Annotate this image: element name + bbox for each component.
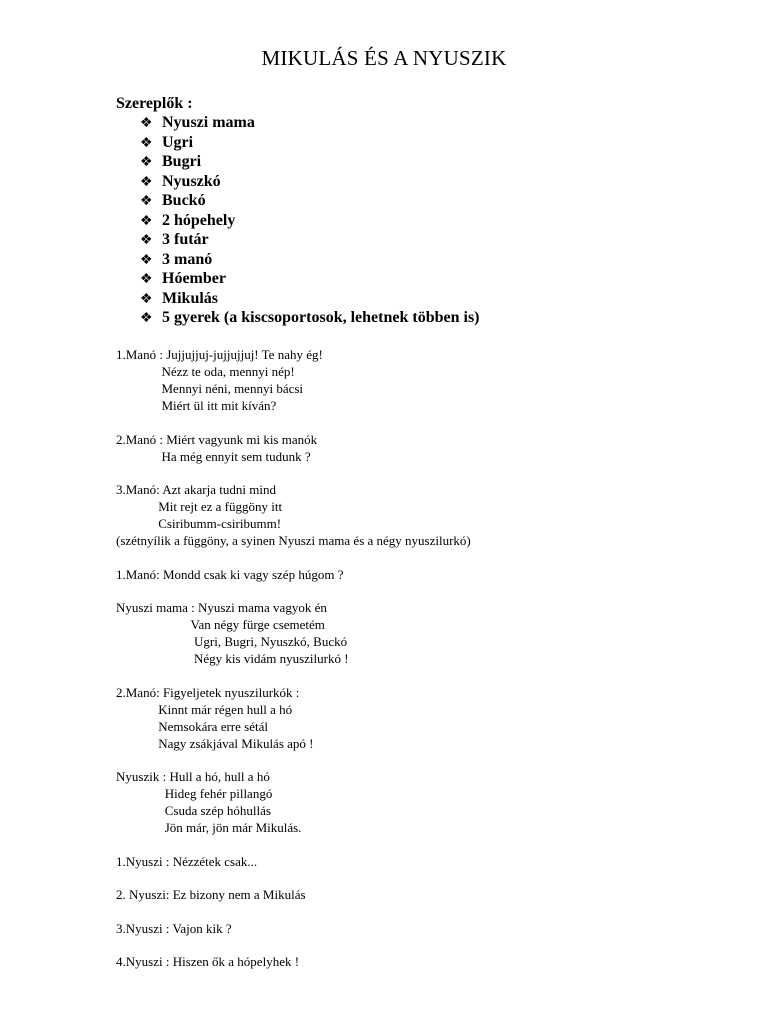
script-spacer bbox=[116, 937, 471, 954]
cast-item-label: Nyuszkó bbox=[162, 172, 221, 190]
script-line: Hideg fehér pillangó bbox=[116, 786, 273, 801]
script-line: 3.Manó: Azt akarja tudni mind bbox=[116, 482, 276, 497]
script-line: Miért ül itt mit kíván? bbox=[116, 398, 277, 413]
script-spacer bbox=[116, 549, 471, 566]
script-line: 3.Nyuszi : Vajon kik ? bbox=[116, 920, 232, 936]
diamond-bullet-icon: ❖ bbox=[140, 174, 153, 190]
script-line: Nemsokára erre sétál bbox=[116, 718, 268, 734]
diamond-bullet-icon: ❖ bbox=[140, 291, 153, 307]
cast-item bbox=[140, 308, 480, 328]
cast-heading: Szereplők : bbox=[116, 95, 193, 112]
script-line: Csiribumm-csiribumm! bbox=[116, 516, 282, 531]
script-spacer bbox=[116, 583, 471, 600]
script-line: 1.Manó : Jujjujjuj-jujjujjuj! Te nahy ég! bbox=[116, 347, 323, 362]
script-spacer bbox=[116, 414, 471, 431]
cast-item-label: Nyuszi mama bbox=[162, 114, 255, 131]
script-line: Ugri, Bugri, Nyuszkó, Buckó bbox=[116, 634, 348, 649]
cast-item bbox=[140, 289, 480, 309]
cast-item-label: Buckó bbox=[162, 192, 206, 209]
script-line: 1.Manó: Mondd csak ki vagy szép húgom ? bbox=[116, 566, 344, 582]
cast-item bbox=[140, 191, 480, 211]
cast-item-label: Mikulás bbox=[162, 289, 219, 307]
script-line: Ha még ennyit sem tudunk ? bbox=[116, 448, 311, 464]
cast-item bbox=[140, 133, 480, 153]
script-line: Csuda szép hóhullás bbox=[116, 803, 271, 818]
script-line: Van négy fürge csemetém bbox=[116, 617, 325, 632]
script-line: 2.Manó: Figyeljetek nyuszilurkók : bbox=[116, 684, 300, 700]
cast-item-label: Bugri bbox=[162, 153, 202, 170]
script-line: Nyuszi mama : Nyuszi mama vagyok én bbox=[116, 600, 327, 615]
cast-item bbox=[140, 230, 480, 250]
script-line: Nagy zsákjával Mikulás apó ! bbox=[116, 735, 314, 751]
script-body bbox=[116, 346, 471, 970]
script-line: 4.Nyuszi : Hiszen ők a hópelyhek ! bbox=[116, 954, 300, 969]
cast-item bbox=[140, 113, 480, 133]
cast-item bbox=[140, 172, 480, 192]
diamond-bullet-icon: ❖ bbox=[140, 194, 153, 209]
script-line: 2. Nyuszi: Ez bizony nem a Mikulás bbox=[116, 887, 306, 902]
cast-item-label: 5 gyerek (a kiscsoportosok, lehetnek többen is) bbox=[162, 309, 480, 326]
diamond-bullet-icon: ❖ bbox=[140, 252, 153, 268]
script-line: Nyuszik : Hull a hó, hull a hó bbox=[116, 769, 270, 784]
script-line: 2.Manó : Miért vagyunk mi kis manók bbox=[116, 431, 318, 447]
script-spacer bbox=[116, 667, 471, 684]
script-spacer bbox=[116, 836, 471, 853]
diamond-bullet-icon: ❖ bbox=[140, 311, 153, 326]
cast-item-label: Hóember bbox=[162, 270, 226, 287]
diamond-bullet-icon: ❖ bbox=[140, 155, 153, 170]
script-spacer bbox=[116, 903, 471, 920]
script-line: (szétnyílik a függöny, a syinen Nyuszi mama és a négy nyuszilurkó) bbox=[116, 533, 471, 548]
script-line: 1.Nyuszi : Nézzétek csak... bbox=[116, 853, 258, 869]
script-line: Jön már, jön már Mikulás. bbox=[116, 820, 302, 835]
script-spacer bbox=[116, 870, 471, 887]
script-line: Négy kis vidám nyuszilurkó ! bbox=[116, 651, 349, 666]
script-line: Nézz te oda, mennyi nép! bbox=[116, 364, 295, 379]
cast-item bbox=[140, 250, 480, 270]
script-line: Mennyi néni, mennyi bácsi bbox=[116, 381, 304, 396]
diamond-bullet-icon: ❖ bbox=[140, 135, 153, 151]
cast-item bbox=[140, 152, 480, 172]
diamond-bullet-icon: ❖ bbox=[140, 272, 153, 287]
cast-list bbox=[140, 113, 480, 328]
script-line: Mit rejt ez a függöny itt bbox=[116, 499, 283, 514]
diamond-bullet-icon: ❖ bbox=[140, 213, 153, 229]
cast-item bbox=[140, 211, 480, 231]
cast-item bbox=[140, 269, 480, 289]
cast-item-label: 3 manó bbox=[162, 250, 213, 268]
cast-item-label: 3 futár bbox=[162, 231, 209, 248]
cast-item-label: 2 hópehely bbox=[162, 211, 236, 229]
script-spacer bbox=[116, 752, 471, 769]
cast-item-label: Ugri bbox=[162, 133, 194, 151]
diamond-bullet-icon: ❖ bbox=[140, 116, 153, 131]
script-line: Kinnt már régen hull a hó bbox=[116, 701, 293, 717]
diamond-bullet-icon: ❖ bbox=[140, 233, 153, 248]
document-title: MIKULÁS ÉS A NYUSZIK bbox=[261, 46, 507, 70]
script-spacer bbox=[116, 465, 471, 482]
